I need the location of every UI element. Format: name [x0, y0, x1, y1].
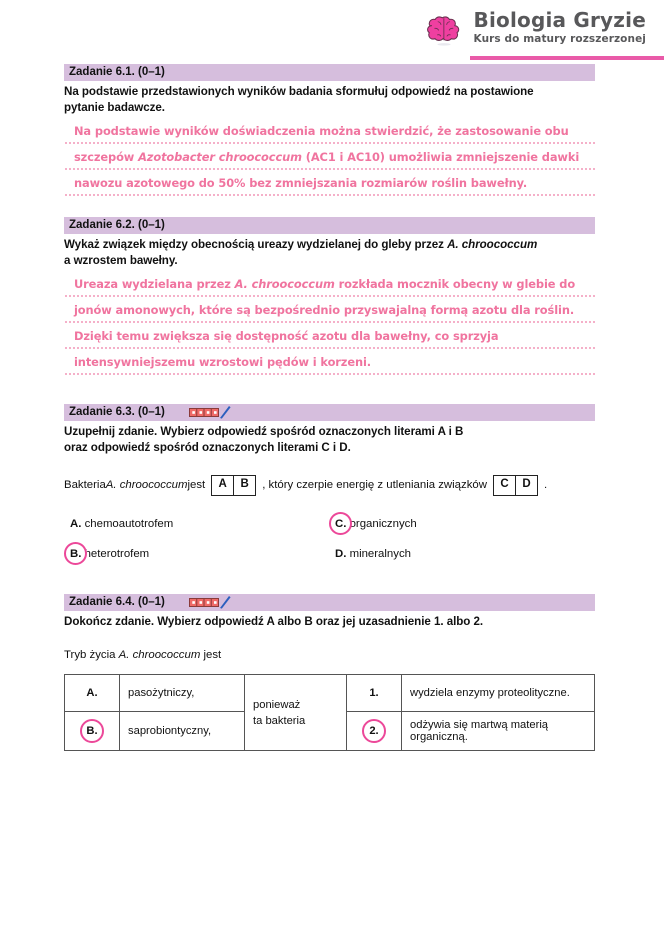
- row-2-justification: odżywia się martwą materią organiczną.: [402, 712, 595, 751]
- answer-line: [64, 150, 595, 176]
- row-a-option: pasożytniczy,: [120, 675, 245, 712]
- task-6-3-header: [64, 404, 595, 421]
- row-2-num: 2.: [369, 725, 379, 738]
- task-6-4-lead-in: [64, 649, 595, 661]
- grid-pen-mark-icon: [189, 595, 231, 609]
- answer-line-text: nawozu azotowego do 50% bez zmniejszania rozmiarów roślin bawełny.: [74, 175, 528, 190]
- task-6-1-answer: [64, 124, 595, 202]
- task-6-4-table: [64, 674, 595, 751]
- row-1-justification: wydziela enzymy proteolityczne.: [402, 675, 595, 712]
- option-c-letter: C.: [335, 517, 347, 530]
- option-b-letter: B.: [70, 547, 82, 560]
- answer-rule: [64, 142, 595, 144]
- choice-option-d[interactable]: D: [515, 476, 537, 495]
- brand-accent-strip: [470, 56, 664, 60]
- option-d[interactable]: [335, 548, 411, 560]
- task-6-3-header-label: Zadanie 6.3. (0–1): [69, 406, 165, 418]
- choice-box-cd[interactable]: [493, 475, 538, 496]
- row-a-letter: A.: [86, 687, 98, 700]
- answer-line-text: jonów amonowych, które są bezpośrednio przyswajalną formą azotu dla roślin.: [74, 302, 575, 317]
- answer-rule: [64, 194, 595, 196]
- sentence-part3: , który czerpie energię z utleniania związków: [262, 479, 487, 492]
- answer-line: [64, 176, 595, 202]
- row-b-letter-cell[interactable]: [65, 712, 120, 751]
- task-6-2-answer: [64, 277, 595, 381]
- brand-header: [0, 0, 664, 62]
- choice-option-a[interactable]: A: [218, 477, 227, 490]
- middle-line1: ponieważ: [253, 698, 301, 711]
- choice-option-c[interactable]: C: [500, 477, 509, 490]
- sentence-species: A. chroococcum: [105, 479, 188, 492]
- task-6-2-prompt-line1-pre: Wykaż związek między obecnością ureazy wydzielanej do gleby przez: [64, 238, 448, 251]
- choice-box-ab[interactable]: [211, 475, 256, 496]
- task-6-2-header: [64, 217, 595, 234]
- task-6-4-header: [64, 594, 595, 611]
- answer-rule: [64, 347, 595, 349]
- task-6-3-prompt-line1: Uzupełnij zdanie. Wybierz odpowiedź spośród oznaczonych literami A i B: [64, 425, 464, 438]
- brand-title: Biologia Gryzie: [473, 7, 646, 32]
- option-d-letter: D.: [335, 547, 347, 560]
- row-b-letter: B.: [86, 725, 98, 738]
- task-6-3-options: [64, 518, 595, 570]
- option-b[interactable]: [70, 548, 149, 560]
- answer-rule: [64, 373, 595, 375]
- option-c-text: organicznych: [349, 517, 417, 530]
- task-6-1-prompt: [64, 84, 595, 117]
- row-1-num: 1.: [369, 687, 379, 700]
- answer-line: [64, 355, 595, 381]
- row-2-num-cell[interactable]: [347, 712, 402, 751]
- middle-line2: ta bakteria: [253, 714, 306, 727]
- table-row: [65, 675, 595, 712]
- lead-in-pre: Tryb życia: [64, 649, 119, 662]
- task-6-4-prompt: [64, 614, 595, 630]
- answer-line: [64, 329, 595, 355]
- lead-in-post: jest: [200, 649, 222, 662]
- task-6-1-header-label: Zadanie 6.1. (0–1): [69, 66, 165, 78]
- answer-line-text: Na podstawie wyników doświadczenia można stwierdzić, że zastosowanie obu: [74, 123, 569, 138]
- table-middle-cell: [245, 675, 347, 751]
- row-a-letter-cell[interactable]: [65, 675, 120, 712]
- grid-pen-mark-icon: [189, 405, 231, 419]
- brand-logo-block: [423, 6, 646, 48]
- task-6-1-prompt-line2: pytanie badawcze.: [64, 101, 165, 115]
- row-b-option: saprobiontyczny,: [120, 712, 245, 751]
- answer-line: [64, 124, 595, 150]
- answer-rule: [64, 168, 595, 170]
- task-6-2: [64, 217, 595, 381]
- task-6-1: [64, 64, 595, 202]
- task-6-2-prompt: [64, 237, 595, 270]
- answer-rule: [64, 295, 595, 297]
- task-6-3-sentence: [64, 475, 595, 496]
- task-6-2-prompt-line2: a wzrostem bawełny.: [64, 254, 178, 268]
- brand-text: [473, 7, 646, 45]
- task-6-3-prompt-line2: oraz odpowiedź spośród oznaczonych literami C i D.: [64, 441, 351, 455]
- answer-line: [64, 277, 595, 303]
- option-a-letter: A.: [70, 517, 82, 530]
- task-6-2-header-label: Zadanie 6.2. (0–1): [69, 219, 165, 231]
- task-6-1-header: [64, 64, 595, 81]
- task-6-2-prompt-species: A. chroococcum: [447, 238, 538, 251]
- brand-subtitle: Kurs do matury rozszerzonej: [473, 32, 646, 45]
- answer-line-text: Dzięki temu zwiększa się dostępność azotu dla bawełny, co sprzyja: [74, 328, 499, 343]
- task-6-4-header-label: Zadanie 6.4. (0–1): [69, 596, 165, 608]
- answer-line-text: Ureaza wydzielana przez A. chroococcum rozkłada mocznik obecny w glebie do: [74, 276, 576, 291]
- option-a[interactable]: [70, 518, 173, 530]
- lead-in-species: A. chroococcum: [118, 649, 201, 662]
- answer-line-text: intensywniejszemu wzrostowi pędów i korzeni.: [74, 354, 372, 369]
- answer-line: [64, 303, 595, 329]
- sentence-part2: jest: [187, 479, 206, 492]
- choice-option-b[interactable]: B: [233, 476, 255, 495]
- task-6-1-prompt-line1: Na podstawie przedstawionych wyników badania sformułuj odpowiedź na postawione: [64, 85, 534, 98]
- brain-icon: [423, 6, 465, 48]
- answer-line-text: szczepów Azotobacter chroococcum (AC1 i AC10) umożliwia zmniejszenie dawki: [74, 149, 580, 164]
- option-d-text: mineralnych: [349, 547, 411, 560]
- answer-rule: [64, 321, 595, 323]
- task-6-3: [64, 404, 595, 570]
- sentence-part1: Bakteria: [64, 479, 106, 492]
- option-b-text: heterotrofem: [84, 547, 150, 560]
- option-c[interactable]: [335, 518, 417, 530]
- task-6-4: [64, 594, 595, 751]
- task-6-3-prompt: [64, 424, 595, 457]
- option-a-text: chemoautotrofem: [84, 517, 174, 530]
- sentence-part4: .: [543, 479, 548, 492]
- row-1-num-cell[interactable]: [347, 675, 402, 712]
- task-6-4-prompt-line1: Dokończ zdanie. Wybierz odpowiedź A albo B oraz jej uzasadnienie 1. albo 2.: [64, 615, 484, 628]
